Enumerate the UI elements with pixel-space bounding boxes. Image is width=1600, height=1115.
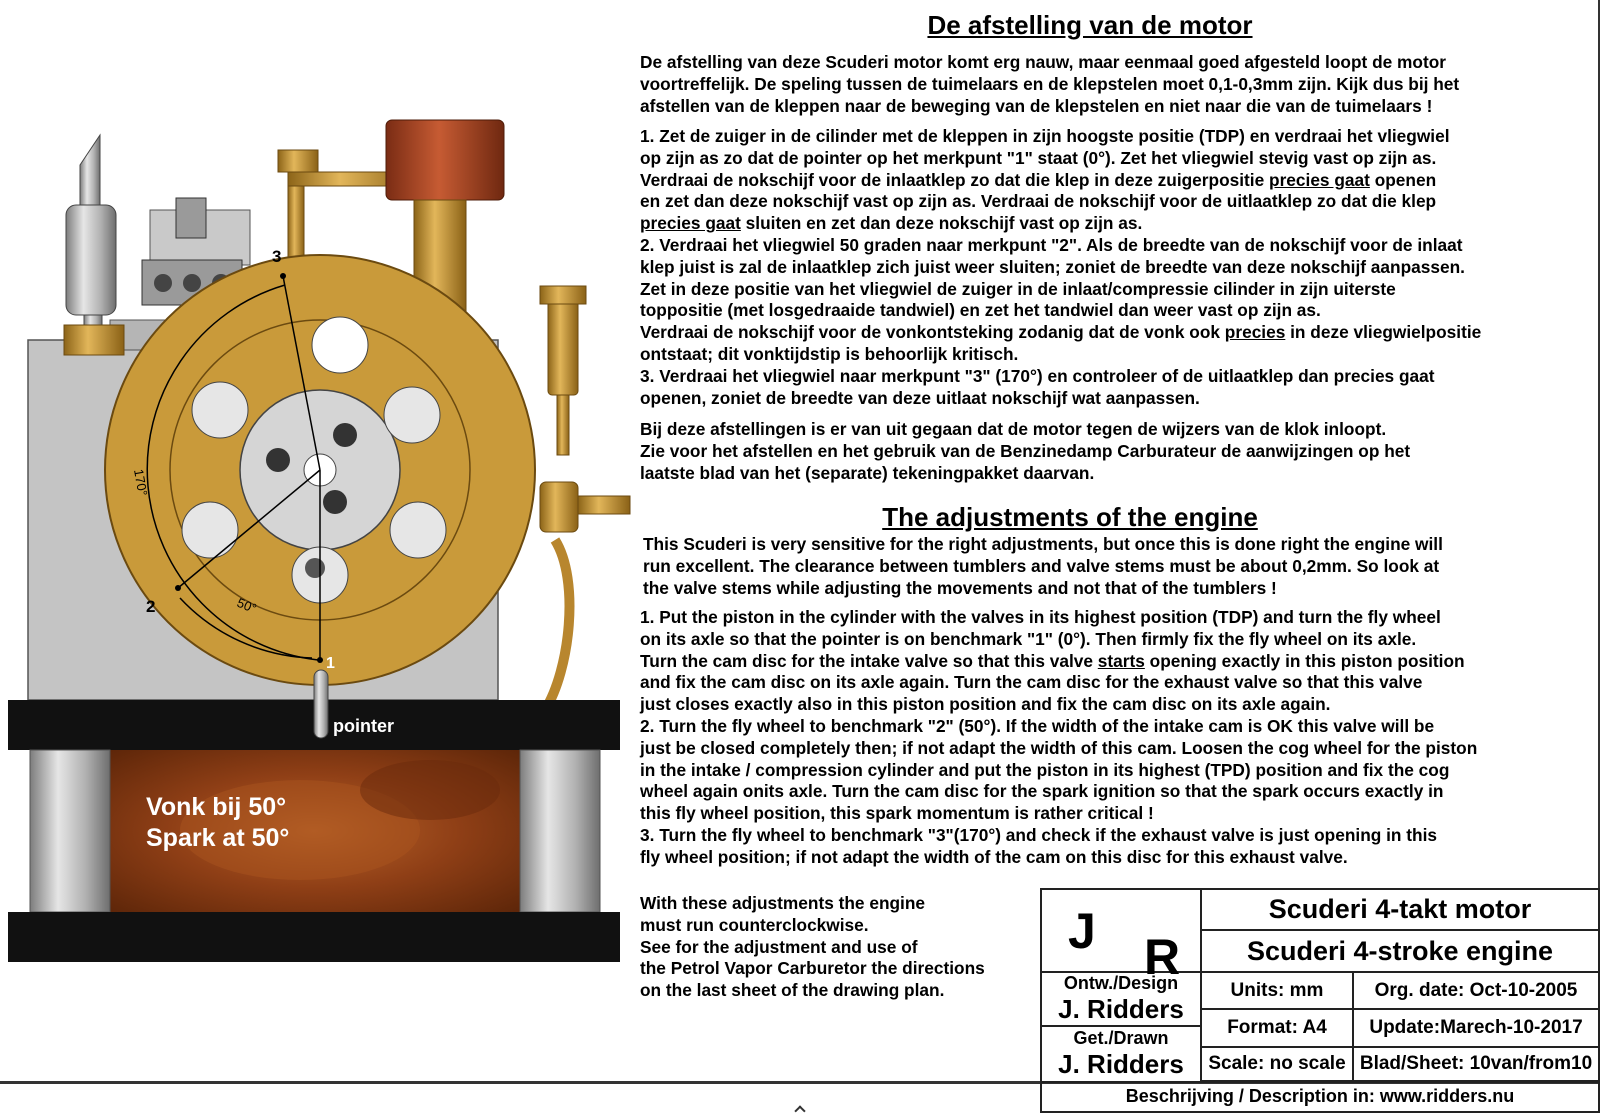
intro-en: This Scuderi is very sensitive for the right adjustments, but once this is done right the engine will run excellent. The clearance between tumblers and valve stems must be about 0,2mm. So look at the valve stems while adjusting the movements and not that of the tumblers !: [643, 534, 1443, 598]
engine-drawing: [0, 110, 640, 990]
rocker-arm: [176, 198, 206, 238]
step1-nl-a: 1. Zet de zuiger in de cilinder met de kleppen in zijn hoogste positie (TDP) en verdraai het vliegwiel op zijn as zo dat de pointer op het merkpunt "1" staat (0°). Zet het vliegwiel stevig vast op zijn as. Verdraai de nokschijf voor de inlaatklep zo dat die klep in deze zuigerpositie: [640, 126, 1450, 190]
description-link[interactable]: Beschrijving / Description in: www.ridders.nu: [1040, 1082, 1600, 1113]
spark-label-en: Spark at 50°: [146, 824, 290, 852]
heading-nl: De afstelling van de motor: [927, 10, 1253, 40]
label-angle-170: 170°: [131, 467, 151, 498]
step1-nl-underline-1: precies gaat: [1269, 169, 1370, 190]
title-block: [1040, 888, 1600, 1083]
logo-letter-j: J: [1068, 903, 1096, 959]
intro-nl: De afstelling van deze Scuderi motor komt erg nauw, maar eenmaal goed afgesteld loopt de motor voortreffelijk. De speling tussen de tuimelaars en de klepstelen moet 0,1-0,3mm zijn. Kijk dus bij het afstellen van de kleppen naar de beweging van de klepstelen en niet naar die van de tuimelaars !: [640, 52, 1460, 116]
spark-label-nl: Vonk bij 50°: [146, 793, 287, 821]
hub-bolt: [266, 448, 290, 472]
drawn-name: J. Ridders: [1058, 1049, 1184, 1079]
flywheel-hole: [192, 382, 248, 438]
flywheel-hole: [312, 317, 368, 373]
scale: Scale: no scale: [1202, 1048, 1354, 1082]
drawn-label: Get./Drawn: [1073, 1028, 1169, 1048]
drawn-cell: [1042, 1027, 1202, 1081]
step1-nl-underline-2: precies gaat: [640, 213, 741, 234]
base-plate-bottom: [8, 912, 620, 962]
label-mark-2: 2: [146, 597, 156, 616]
label-mark-3: 3: [272, 247, 282, 266]
copper-cylinder: [386, 120, 504, 200]
title-nl: Scuderi 4-takt motor: [1202, 890, 1598, 931]
step3-nl: 3. Verdraai het vliegwiel naar merkpunt "3" (170°) en controleer of de uitlaatklep dan precies gaat openen, zoniet de breedte van deze uitlaat nokschijf wat aanpassen.: [640, 365, 1435, 408]
design-name: J. Ridders: [1058, 994, 1184, 1024]
hub-bolt: [333, 423, 357, 447]
step2-nl-a: 2. Verdraai het vliegwiel 50 graden naar merkpunt "2". Als de breedte van de nokschijf voor de inlaat klep juist is zal de inlaatklep zich juist weer sluiten; zoniet de breedte van deze nokschijf aanpassen. Zet in deze positie van het vliegwiel de zuiger in de inlaat/compressie cilinder in zijn uiterste toppositie (met losgedraaide tandwiel) en zet het tandwiel dan weer vast op zijn as. Verdraai de nokschijf voor de vonkontsteking zodanig dat de vonk ook: [640, 234, 1465, 343]
title-en: Scuderi 4-stroke engine: [1202, 931, 1598, 973]
bolt: [154, 274, 172, 292]
hub-bolt: [323, 490, 347, 514]
format: Format: A4: [1202, 1010, 1354, 1048]
exhaust-muffler: [66, 205, 116, 315]
step2-nl-b: in deze vliegwielpositie ontstaat; dit vonktijdstip is behoorlijk kritisch.: [640, 322, 1482, 364]
step1-en-a: 1. Put the piston in the cylinder with the valves in its highest position (TDP) and turn the fly wheel on its axle so that the pointer is on benchmark "1" (0°). Then firmly fix the fly wheel on its axle. Turn the cam disc for the intake valve so that this valve: [640, 607, 1441, 671]
label-mark-1: 1: [326, 655, 335, 672]
bolt: [183, 274, 201, 292]
mark-dot-3: [280, 273, 286, 279]
pointer: [314, 670, 328, 738]
brass-hose: [545, 540, 569, 710]
column-left: [30, 750, 110, 912]
outro-nl: Bij deze afstellingen is er van uit gegaan dat de motor tegen de wijzers van de klok inloopt. Zie voor het afstellen en het gebruik van de Benzinedamp Carburateur de aanwijzingen op het laatste blad van het (separate) tekeningpakket daarvan.: [640, 419, 1411, 483]
mark-dot-2: [175, 585, 181, 591]
steps-en: [640, 607, 1590, 869]
design-cell: [1042, 973, 1202, 1027]
side-port-pipe: [578, 496, 630, 514]
step2-en: 2. Turn the fly wheel to benchmark "2" (50°). If the width of the intake cam is OK this valve will be just be closed completely then; if not adapt the width of this cam. Loosen the cog wheel for the piston in the intake / compression cylinder and put the piston in its highest (TPD) position and fix the cog wheel again onits axle. Turn the cam disc for the spark ignition so that the spark occurs exactly in this fly wheel position, this spark momentum is rather critical !: [640, 715, 1478, 824]
flywheel-hole: [182, 502, 238, 558]
logo-letter-r: R: [1144, 929, 1181, 985]
step1-nl-b: openen en zet dan deze nokschijf vast op zijn as. Verdraai de nokschijf voor de uitlaatklep zo dat die klep: [640, 169, 1437, 212]
exhaust-flange: [64, 325, 124, 355]
flywheel-hole: [390, 502, 446, 558]
flywheel-hole: [384, 387, 440, 443]
label-angle-50: 50°: [234, 594, 259, 617]
step3-en: 3. Turn the fly wheel to benchmark "3"(170°) and check if the exhaust valve is just opening in this fly wheel position; if not adapt the width of the cam on this disc for this exhaust valve.: [640, 824, 1437, 867]
carburetor: [548, 295, 578, 395]
step2-nl-underline: precies: [1224, 322, 1286, 343]
mark-dot-1: [317, 657, 323, 663]
outro-en: With these adjustments the engine must run counterclockwise. See for the adjustment and use of the Petrol Vapor Carburetor the directions on the last sheet of the drawing plan.: [640, 893, 985, 1001]
carburetor-stem: [557, 395, 569, 455]
step1-nl-c: sluiten en zet dan deze nokschijf vast op zijn as.: [740, 213, 1143, 234]
heading-en: The adjustments of the engine: [882, 502, 1258, 532]
carburetor-cap: [540, 286, 586, 304]
column-right: [520, 750, 600, 912]
units: Units: mm: [1202, 973, 1354, 1010]
update-date: Update:Marech-10-2017: [1354, 1010, 1598, 1048]
side-port: [540, 482, 578, 532]
sheet-center-mark: [794, 1105, 805, 1115]
sheet-number: Blad/Sheet: 10van/from10: [1354, 1048, 1598, 1082]
exhaust-tip: [80, 135, 100, 205]
inlet-elbow: [278, 150, 318, 172]
pointer-label: pointer: [333, 716, 394, 736]
wood-grain: [360, 760, 500, 820]
design-label: Ontw./Design: [1063, 973, 1179, 993]
org-date: Org. date: Oct-10-2005: [1354, 973, 1598, 1010]
step1-en-b: opening exactly in this piston position and fix the cam disc on its axle again. Turn the cam disc for the exhaust valve so that this valve just closes exactly also in this piston position and fix the cam disc on its axle again.: [640, 650, 1465, 715]
steps-nl: [640, 126, 1590, 409]
engine-illustration: [0, 110, 640, 990]
step1-en-underline: starts: [1097, 650, 1145, 671]
hub-nut: [305, 558, 325, 578]
